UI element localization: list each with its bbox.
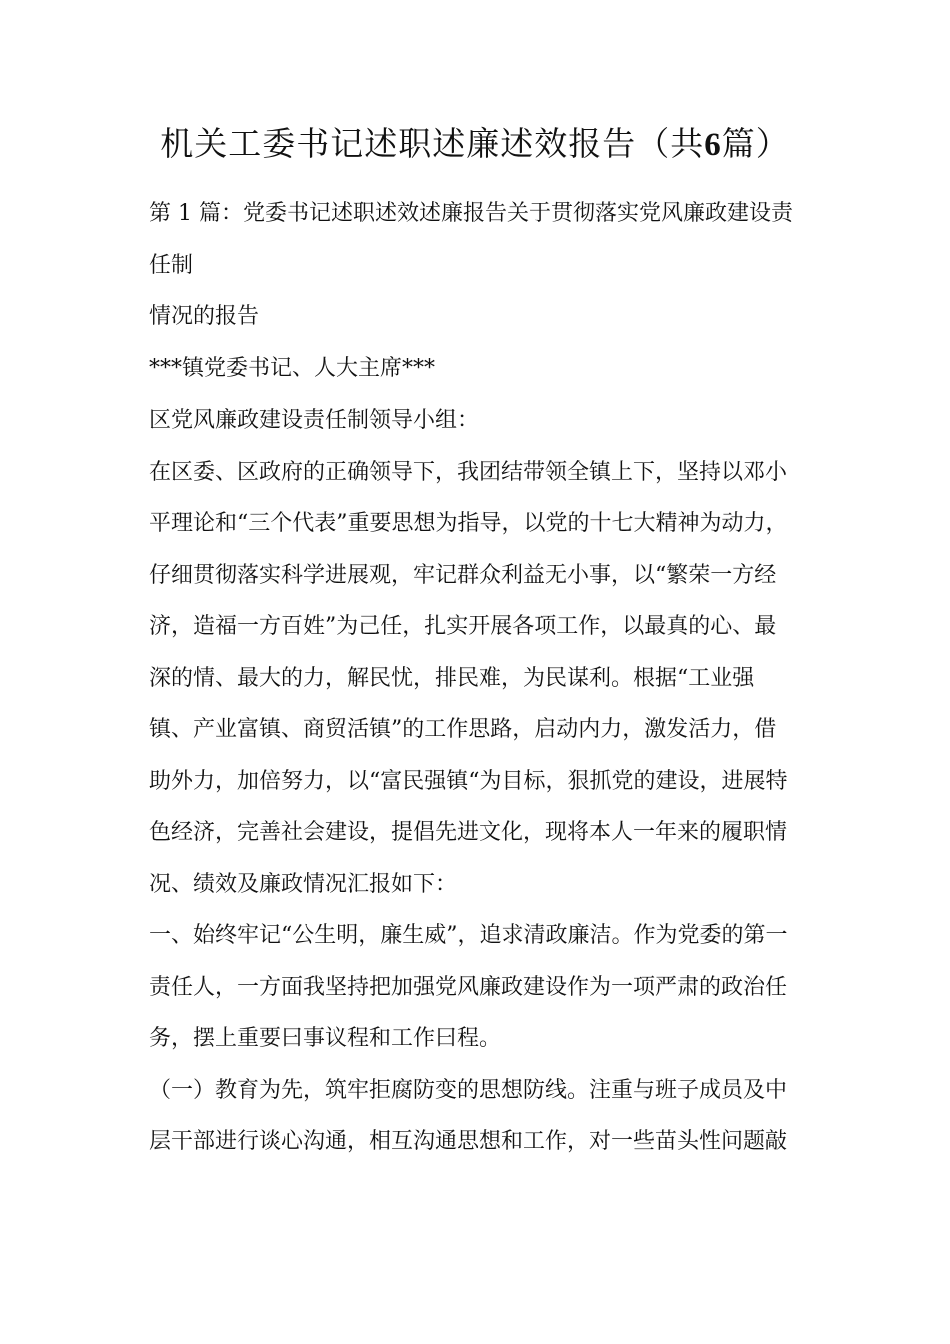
title-suffix: 篇）: [721, 124, 790, 163]
chapter-heading-line-1: 第 1 篇：党委书记述职述效述廉报告关于贯彻落实党风廉政建设责: [149, 201, 793, 226]
body-line: 济，造福一方百姓”为己任，扎实开展各项工作，以最真的心、最: [149, 614, 777, 639]
body-line: 平理论和“三个代表”重要思想为指导，以党的十七大精神为动力，: [149, 511, 788, 536]
title-prefix: 机关工委书记述职述廉述效报告（共: [160, 124, 705, 163]
body-line: 责任人，一方面我坚持把加强党风廉政建设作为一项严肃的政治任: [149, 975, 788, 1000]
body-line: 助外力，加倍努力，以“富民强镇“为目标，狠抓党的建设，进展特: [149, 769, 788, 794]
salutation-line: 区党风廉政建设责任制领导小组：: [149, 408, 480, 433]
body-line: （一）教育为先，筑牢拒腐防变的思想防线。注重与班子成员及中: [149, 1078, 788, 1103]
body-line: 况、绩效及廉政情况汇报如下：: [149, 872, 458, 897]
body-line: 色经济，完善社会建设，提倡先进文化，现将本人一年来的履职情: [149, 820, 788, 845]
author-line: ***镇党委书记、人大主席***: [149, 356, 436, 381]
body-line: 在区委、区政府的正确领导下，我团结带领全镇上下，坚持以邓小: [149, 460, 788, 485]
chapter-heading-line-2: 任制: [149, 253, 194, 278]
title-number: 6: [704, 127, 722, 163]
body-line: 深的情、最大的力，解民忧，排民难，为民谋利。根据“工业强: [149, 666, 755, 691]
body-line: 务，摆上重要曰事议程和工作曰程。: [149, 1026, 502, 1051]
body-line: 镇、产业富镇、商贸活镇”的工作思路，启动内力，激发活力，借: [149, 717, 777, 742]
report-subtitle: 情况的报告: [149, 304, 260, 329]
body-line: 层干部进行谈心沟通，相互沟通思想和工作，对一些苗头性问题敲: [149, 1129, 788, 1154]
document-title: [0, 118, 950, 171]
body-line: 仔细贯彻落实科学进展观，牢记群众利益无小事，以“繁荣一方经: [149, 563, 777, 588]
body-line: 一、始终牢记“公生明，廉生威”，追求清政廉洁。作为党委的第一: [149, 923, 788, 948]
